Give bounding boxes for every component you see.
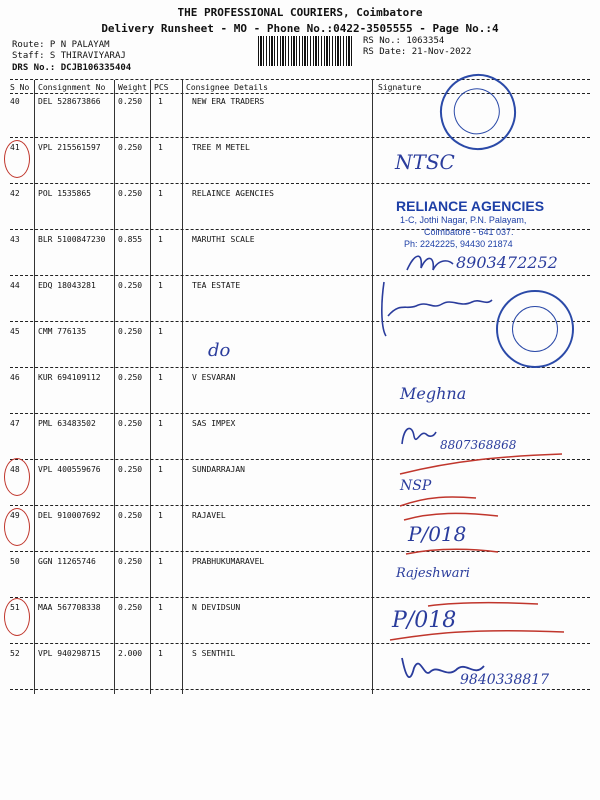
row-weight: 0.250 (118, 603, 143, 612)
row-pcs: 1 (158, 143, 163, 152)
col-consignment: Consignment No (38, 83, 106, 92)
row-sno: 45 (10, 327, 20, 336)
row-sno: 43 (10, 235, 20, 244)
row-consignee: NEW ERA TRADERS (192, 97, 265, 106)
row-weight: 0.250 (118, 189, 143, 198)
row-sno: 41 (10, 143, 20, 152)
row-consignee: N DEVIDSUN (192, 603, 241, 612)
row-consignment-no: VPL 400559676 (38, 465, 101, 474)
row-consignment-no: GGN 11265746 (38, 557, 96, 566)
reliance-stamp-title: RELIANCE AGENCIES (396, 198, 545, 214)
company-round-stamp (496, 290, 574, 368)
runsheet-title: Delivery Runsheet - MO - Phone No.:0422-3505555 - Page No.:4 (101, 22, 499, 35)
red-circle-mark (4, 598, 30, 636)
reliance-stamp-address2: Coimbatore - 641 037. (424, 227, 514, 237)
row-divider (10, 505, 590, 506)
row-consignment-no: CMM 776135 (38, 327, 87, 336)
row-weight: 0.250 (118, 327, 143, 336)
signature-scribble (398, 422, 438, 448)
row-weight: 2.000 (118, 649, 143, 658)
col-divider (372, 80, 373, 694)
red-pen-stroke (402, 508, 502, 558)
row-sno: 50 (10, 557, 20, 566)
row-consignment-no: MAA 567708338 (38, 603, 101, 612)
reliance-stamp-address1: 1-C, Jothi Nagar, P.N. Palayam, (400, 215, 527, 225)
row-consignee: TREE M METEL (192, 143, 250, 152)
handwritten-phone: 8807368868 (440, 438, 517, 452)
row-divider (10, 183, 590, 184)
row-pcs: 1 (158, 465, 163, 474)
row-consignee: TEA ESTATE (192, 281, 241, 290)
row-weight: 0.250 (118, 511, 143, 520)
rs-number: RS No.: 1063354 (363, 36, 445, 46)
row-consignment-no: KUR 694109112 (38, 373, 101, 382)
row-divider (10, 551, 590, 552)
col-divider (182, 80, 183, 694)
row-consignee: RELAINCE AGENCIES (192, 189, 274, 198)
row-sno: 49 (10, 511, 20, 520)
row-consignee: MARUTHI SCALE (192, 235, 255, 244)
row-sno: 51 (10, 603, 20, 612)
company-title: THE PROFESSIONAL COURIERS, Coimbatore (177, 6, 423, 19)
row-weight: 0.250 (118, 97, 143, 106)
signature-scribble (405, 250, 455, 276)
drs-number: DRS No.: DCJB106335404 (12, 63, 132, 73)
row-weight: 0.250 (118, 143, 143, 152)
row-pcs: 1 (158, 419, 163, 428)
row-sno: 42 (10, 189, 20, 198)
row-pcs: 1 (158, 281, 163, 290)
row-weight: 0.250 (118, 281, 143, 290)
signature-rajeshwari: Rajeshwari (396, 566, 470, 581)
red-circle-mark (4, 458, 30, 496)
row-weight: 0.855 (118, 235, 143, 244)
row-consignment-no: BLR 5100847230 (38, 235, 106, 244)
row-weight: 0.250 (118, 465, 143, 474)
row-consignee: V ESVARAN (192, 373, 236, 382)
col-weight: Weight (118, 83, 147, 92)
signature-ntsc: NTSC (395, 150, 455, 174)
row-pcs: 1 (158, 649, 163, 658)
signature-p018: P/018 (392, 608, 457, 633)
col-divider (150, 80, 151, 694)
row-divider (10, 275, 590, 276)
row-sno: 44 (10, 281, 20, 290)
row-sno: 46 (10, 373, 20, 382)
col-pcs: PCS (154, 83, 169, 92)
row-pcs: 1 (158, 603, 163, 612)
col-divider (34, 80, 35, 694)
row-consignee: PRABHUKUMARAVEL (192, 557, 265, 566)
signature-nsp: NSP (400, 478, 432, 494)
reliance-stamp-phone: Ph: 2242225, 94430 21874 (404, 239, 513, 249)
staff-label: Staff: S THIRAVIYARAJ (12, 51, 126, 61)
row-consignment-no: VPL 940298715 (38, 649, 101, 658)
row-weight: 0.250 (118, 557, 143, 566)
route-label: Route: P N PALAYAM (12, 40, 110, 50)
signature-scribble (376, 280, 496, 340)
row-consignment-no: VPL 215561597 (38, 143, 101, 152)
barcode (258, 36, 354, 66)
row-weight: 0.250 (118, 373, 143, 382)
row-sno: 52 (10, 649, 20, 658)
row-consignment-no: EDQ 18043281 (38, 281, 96, 290)
row-divider (10, 367, 590, 368)
col-consignee: Consignee Details (186, 83, 268, 92)
signature-meghna: Meghna (400, 384, 467, 403)
handwritten-phone: 9840338817 (460, 672, 550, 688)
handwritten-ditto: do (208, 340, 231, 361)
row-sno: 47 (10, 419, 20, 428)
signature-p018: P/018 (408, 522, 467, 546)
row-pcs: 1 (158, 189, 163, 198)
row-pcs: 1 (158, 511, 163, 520)
row-sno: 48 (10, 465, 20, 474)
row-divider (10, 413, 590, 414)
red-pen-stroke (388, 600, 568, 644)
row-pcs: 1 (158, 373, 163, 382)
row-divider (10, 597, 590, 598)
row-consignee: RAJAVEL (192, 511, 226, 520)
col-divider (114, 80, 115, 694)
row-sno: 40 (10, 97, 20, 106)
col-sno: S No (10, 83, 30, 92)
row-consignee: SAS IMPEX (192, 419, 236, 428)
row-consignment-no: DEL 528673866 (38, 97, 101, 106)
stamp-inner-ring (512, 306, 558, 352)
row-pcs: 1 (158, 235, 163, 244)
handwritten-phone: 8903472252 (456, 253, 558, 272)
row-consignee: S SENTHIL (192, 649, 236, 658)
row-pcs: 1 (158, 327, 163, 336)
row-pcs: 1 (158, 97, 163, 106)
stamp-inner-ring (449, 83, 505, 139)
row-pcs: 1 (158, 557, 163, 566)
col-signature: Signature (378, 83, 422, 92)
rs-date: RS Date: 21-Nov-2022 (363, 47, 472, 57)
row-weight: 0.250 (118, 419, 143, 428)
row-consignee: SUNDARRAJAN (192, 465, 245, 474)
row-consignment-no: POL 1535865 (38, 189, 91, 198)
red-pen-stroke (396, 450, 566, 480)
row-consignment-no: DEL 910007692 (38, 511, 101, 520)
red-circle-mark (4, 508, 30, 546)
red-circle-mark (4, 140, 30, 178)
row-consignment-no: PML 63483502 (38, 419, 96, 428)
